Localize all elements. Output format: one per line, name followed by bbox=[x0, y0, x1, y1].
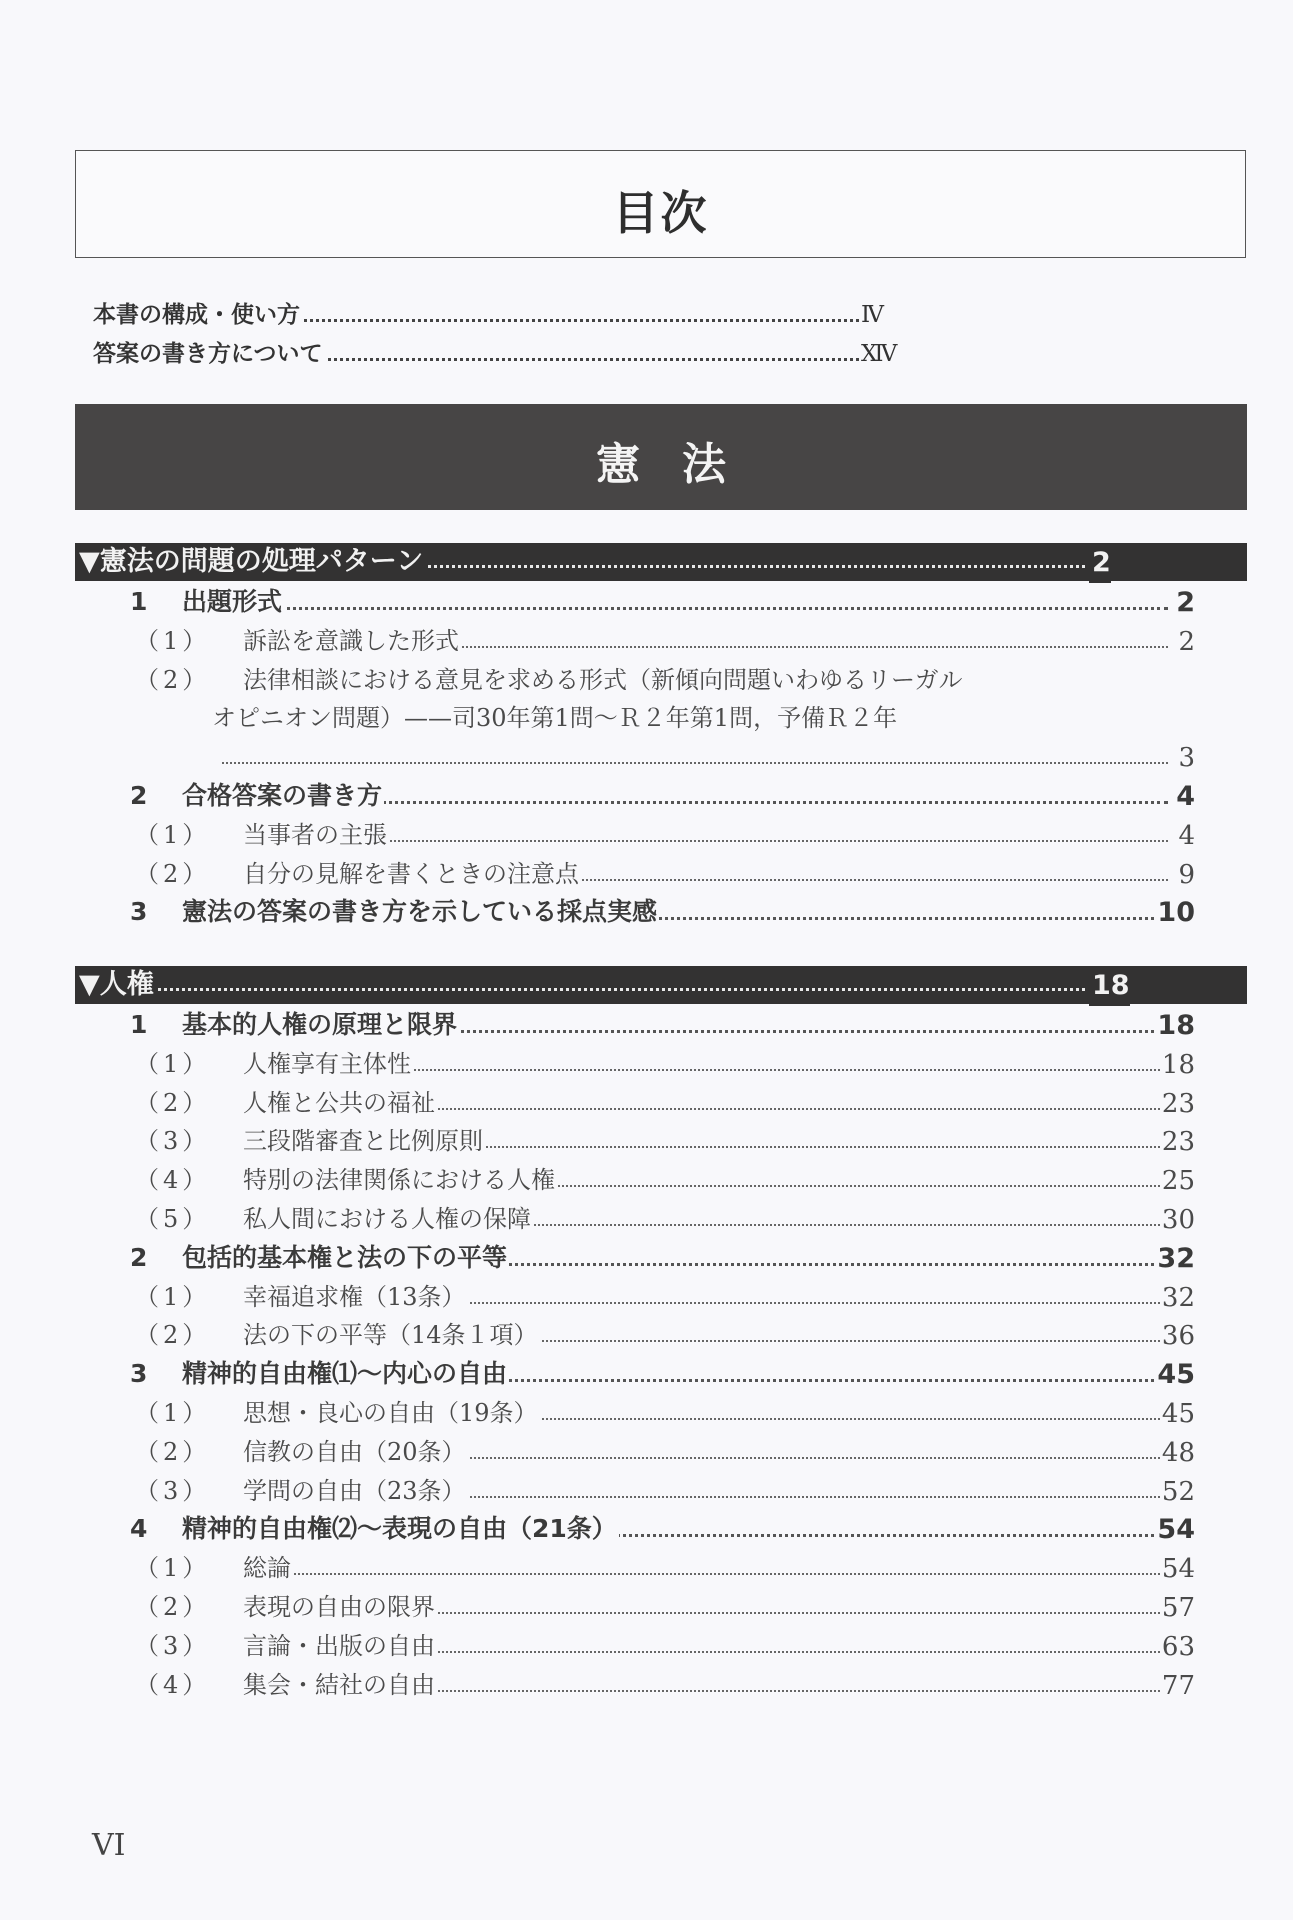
subsection-number: （1） bbox=[135, 1282, 211, 1311]
toc-entry-subsection[interactable] bbox=[0, 855, 1293, 893]
chapter-page: 2 bbox=[1174, 583, 1195, 623]
subsection-label: 言論・出版の自由 bbox=[243, 1627, 437, 1665]
part-title: 憲法 bbox=[596, 439, 768, 490]
chapter-number: 1 bbox=[130, 1010, 148, 1039]
section-label: ▼憲法の問題の処理パターン bbox=[79, 543, 426, 581]
section-page: 2 bbox=[1089, 543, 1111, 583]
toc-title: 目次 bbox=[612, 186, 709, 240]
chapter-label: 精神的自由権⑴～内心の自由 bbox=[182, 1355, 509, 1393]
subsection-number: （1） bbox=[135, 1399, 211, 1427]
chapter-page: 54 bbox=[1155, 1510, 1195, 1550]
subsection-page: 63 bbox=[1160, 1627, 1195, 1667]
subsection-page: 9 bbox=[1176, 855, 1195, 895]
subsection-label: 法の下の平等（14条１項） bbox=[243, 1316, 540, 1354]
leader-dots bbox=[250, 1573, 1168, 1575]
subsection-page: 4 bbox=[1176, 816, 1195, 856]
toc-entry-subsection[interactable] bbox=[0, 1084, 1293, 1122]
subsection-number: （3） bbox=[135, 1476, 211, 1505]
subsection-label: 集会・結社の自由 bbox=[243, 1666, 437, 1704]
subsection-page: 32 bbox=[1160, 1278, 1195, 1318]
section-bar[interactable] bbox=[75, 543, 1247, 581]
toc-entry-subsection[interactable] bbox=[0, 1200, 1293, 1238]
toc-entry-subsection[interactable] bbox=[0, 816, 1293, 854]
subsection-label: 思想・良心の自由（19条） bbox=[243, 1394, 540, 1432]
subsection-number: （1） bbox=[135, 820, 211, 849]
toc-entry-subsection[interactable] bbox=[0, 1549, 1293, 1587]
chapter-label: 憲法の答案の書き方を示している採点実感 bbox=[182, 893, 659, 931]
subsection-number: （5） bbox=[135, 1205, 211, 1233]
chapter-label: 合格答案の書き方 bbox=[182, 777, 384, 815]
subsection-page: 30 bbox=[1160, 1200, 1195, 1240]
chapter-number: 1 bbox=[130, 587, 148, 616]
toc-entry-subsection[interactable] bbox=[0, 622, 1293, 660]
toc-entry-subsection[interactable] bbox=[0, 1394, 1293, 1432]
toc-entry-chapter[interactable] bbox=[0, 1239, 1293, 1277]
toc-entry-chapter[interactable] bbox=[0, 1006, 1293, 1044]
toc-title-box bbox=[75, 150, 1246, 258]
chapter-label: 基本的人権の原理と限界 bbox=[182, 1006, 459, 1044]
toc-entry-subsection[interactable] bbox=[0, 1666, 1293, 1704]
subsection-label: 法律相談における意見を求める形式（新傾向問題いわゆるリーガル bbox=[243, 661, 965, 699]
toc-entry-subsection-leader[interactable] bbox=[0, 738, 1293, 776]
subsection-page: 18 bbox=[1160, 1045, 1195, 1085]
page-number: VI bbox=[92, 1828, 126, 1863]
subsection-number: （2） bbox=[135, 1088, 211, 1117]
subsection-label: 特別の法律関係における人権 bbox=[243, 1161, 557, 1199]
toc-entry-subsection[interactable] bbox=[0, 1627, 1293, 1665]
subsection-label: 信教の自由（20条） bbox=[243, 1433, 468, 1471]
subsection-page: 2 bbox=[1176, 622, 1195, 662]
toc-entry-subsection[interactable] bbox=[0, 1122, 1293, 1160]
chapter-number: 4 bbox=[130, 1514, 148, 1544]
subsection-number: （2） bbox=[135, 1321, 211, 1350]
toc-entry-page: ⅩⅣ bbox=[861, 341, 895, 367]
toc-entry-chapter[interactable] bbox=[0, 1355, 1293, 1393]
subsection-label: 幸福追求権（13条） bbox=[243, 1278, 468, 1316]
subsection-number: （1） bbox=[135, 1049, 211, 1078]
subsection-page: 52 bbox=[1160, 1472, 1195, 1512]
leader-dots bbox=[85, 988, 1085, 991]
subsection-page: 23 bbox=[1160, 1084, 1195, 1124]
subsection-page: 23 bbox=[1160, 1122, 1195, 1162]
part-heading-band bbox=[75, 404, 1247, 510]
subsection-label: 表現の自由の限界 bbox=[243, 1588, 437, 1626]
toc-entry-subsection[interactable] bbox=[0, 1472, 1293, 1510]
subsection-label-continuation: オピニオン問題）——司30年第1問～Ｒ２年第1問，予備Ｒ２年 bbox=[212, 704, 898, 733]
chapter-page: 18 bbox=[1155, 1006, 1195, 1046]
toc-entry-intro[interactable] bbox=[93, 336, 905, 372]
section-bar[interactable] bbox=[75, 966, 1247, 1004]
toc-entry-chapter[interactable] bbox=[0, 893, 1293, 931]
subsection-number: （2） bbox=[135, 859, 211, 888]
section-label: ▼人権 bbox=[79, 966, 157, 1004]
chapter-page: 32 bbox=[1155, 1239, 1195, 1279]
subsection-page: 36 bbox=[1160, 1316, 1195, 1356]
toc-entry-label: 答案の書き方について bbox=[93, 336, 325, 372]
toc-entry-subsection[interactable] bbox=[0, 1161, 1293, 1199]
subsection-label: 総論 bbox=[243, 1549, 293, 1587]
toc-entry-subsection[interactable] bbox=[0, 1045, 1293, 1083]
subsection-number: （1） bbox=[135, 1554, 211, 1583]
subsection-page: 57 bbox=[1160, 1588, 1195, 1628]
subsection-label: 学問の自由（23条） bbox=[243, 1472, 468, 1510]
subsection-page: 54 bbox=[1160, 1549, 1195, 1589]
subsection-number: （1） bbox=[135, 626, 211, 655]
subsection-label: 私人間における人権の保障 bbox=[243, 1200, 533, 1238]
chapter-label: 包括的基本権と法の下の平等 bbox=[182, 1239, 509, 1277]
chapter-label: 精神的自由権⑵～表現の自由（21条） bbox=[182, 1510, 619, 1548]
subsection-number: （3） bbox=[135, 1631, 211, 1660]
leader-dots bbox=[222, 762, 1168, 764]
subsection-label: 自分の見解を書くときの注意点 bbox=[243, 855, 581, 893]
subsection-page: 3 bbox=[1176, 738, 1195, 778]
subsection-page: 25 bbox=[1160, 1161, 1195, 1201]
subsection-number: （3） bbox=[135, 1127, 211, 1156]
chapter-number: 2 bbox=[130, 1242, 148, 1272]
subsection-label: 訴訟を意識した形式 bbox=[243, 622, 461, 660]
chapter-label: 出題形式 bbox=[182, 583, 284, 621]
toc-entry-intro[interactable] bbox=[93, 297, 905, 333]
section-page: 18 bbox=[1089, 966, 1130, 1006]
subsection-label: 三段階審査と比例原則 bbox=[243, 1122, 485, 1160]
chapter-number: 3 bbox=[130, 1359, 148, 1389]
subsection-number: （4） bbox=[135, 1670, 211, 1699]
subsection-number: （2） bbox=[135, 1437, 211, 1466]
subsection-page: 45 bbox=[1160, 1394, 1195, 1434]
chapter-page: 10 bbox=[1155, 893, 1195, 933]
subsection-label: 人権享有主体性 bbox=[243, 1045, 413, 1083]
subsection-label: 当事者の主張 bbox=[243, 816, 389, 854]
toc-entry-label: 本書の構成・使い方 bbox=[93, 297, 302, 333]
subsection-number: （4） bbox=[135, 1166, 211, 1195]
toc-entry-subsection[interactable] bbox=[0, 1316, 1293, 1354]
toc-entry-chapter[interactable] bbox=[0, 583, 1293, 621]
subsection-page: 77 bbox=[1160, 1666, 1195, 1706]
subsection-number: （2） bbox=[135, 665, 211, 694]
subsection-label: 人権と公共の福祉 bbox=[243, 1084, 437, 1122]
toc-entry-subsection[interactable] bbox=[0, 1588, 1293, 1626]
toc-entry-chapter[interactable] bbox=[0, 1510, 1293, 1548]
subsection-page: 48 bbox=[1160, 1433, 1195, 1473]
chapter-number: 3 bbox=[130, 897, 148, 927]
toc-entry-chapter[interactable] bbox=[0, 777, 1293, 815]
toc-entry-subsection[interactable] bbox=[0, 661, 1293, 699]
toc-entry-page: Ⅳ bbox=[861, 302, 881, 328]
chapter-number: 2 bbox=[130, 781, 148, 810]
chapter-page: 45 bbox=[1155, 1355, 1195, 1395]
subsection-number: （2） bbox=[135, 1593, 211, 1621]
chapter-page: 4 bbox=[1174, 777, 1195, 817]
leader-dots bbox=[190, 607, 1168, 610]
toc-entry-subsection[interactable] bbox=[0, 1278, 1293, 1316]
toc-entry-subsection[interactable] bbox=[0, 1433, 1293, 1471]
